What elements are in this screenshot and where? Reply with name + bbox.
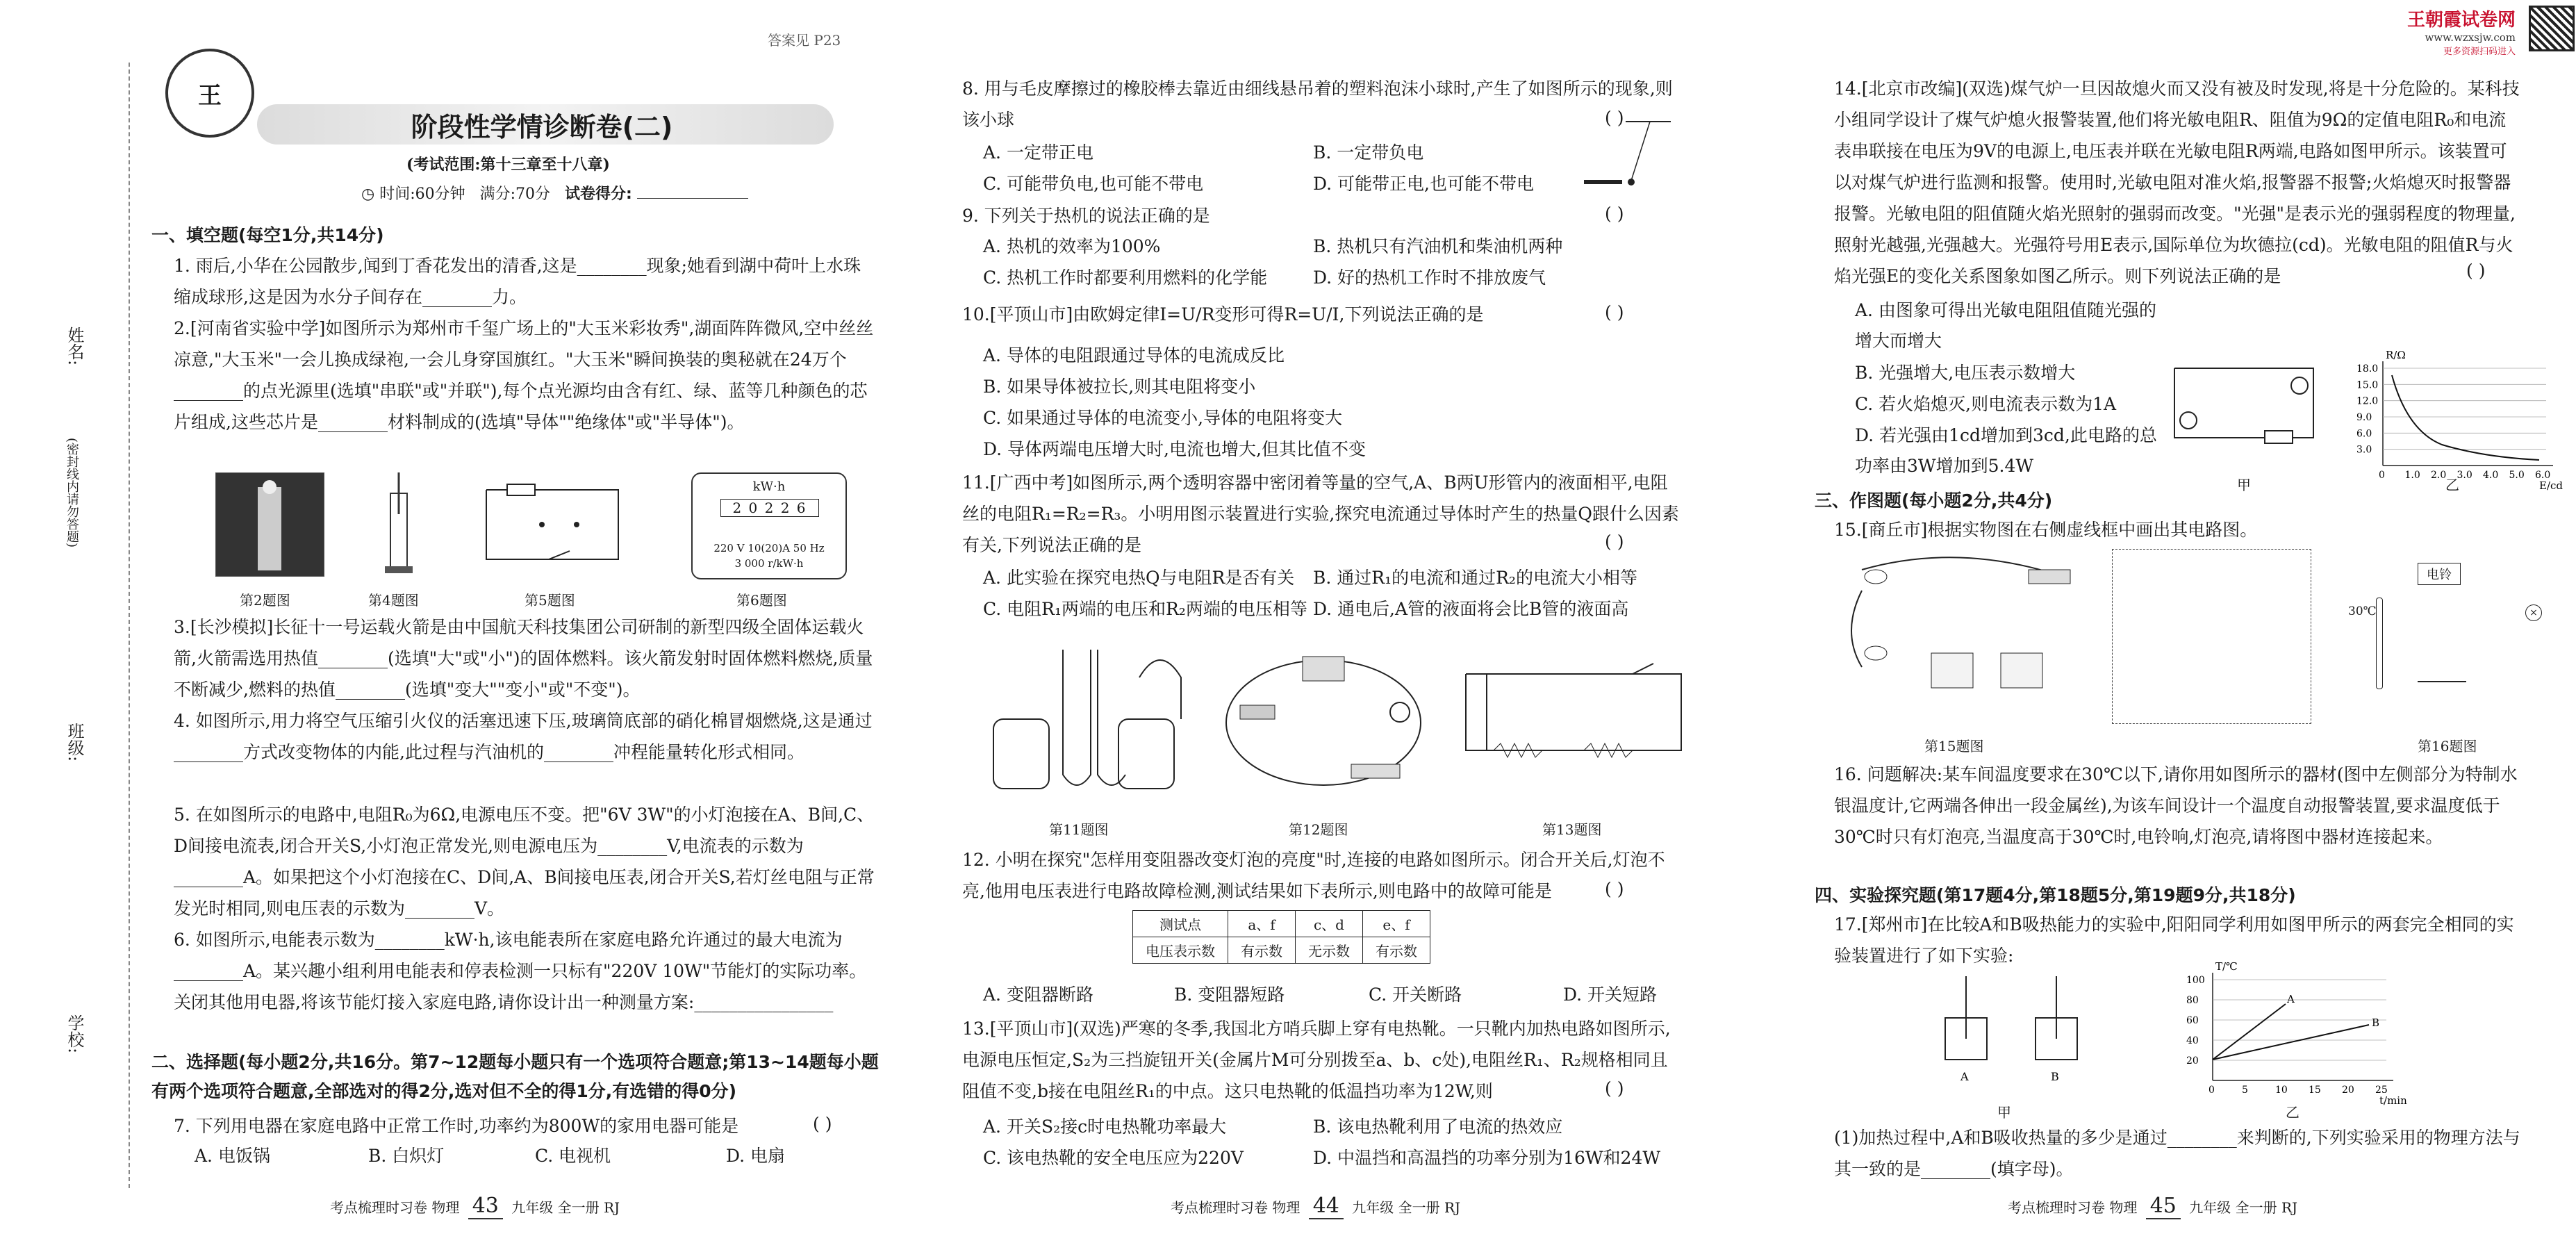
meter-rate: 3 000 r/kW·h [734, 557, 804, 570]
y-tick-label: 18.0 [2356, 363, 2379, 374]
x-axis-label: t/min [2379, 1094, 2407, 1107]
x-axis-label: E/cd [2539, 479, 2563, 492]
thermometer-icon [2376, 598, 2383, 689]
piston-icon [381, 472, 417, 575]
q11-option-d: D. 通电后,A管的液面将会比B管的液面高 [1313, 599, 1629, 619]
brand-slogan: 更多资源扫码进入 [2443, 47, 2516, 57]
caption-fig13: 第13题图 [1542, 821, 1602, 838]
q8-option-b: B. 一定带负电 [1313, 142, 1424, 163]
q11-option-c: C. 电阻R₁两端的电压和R₂两端的电压相等 [983, 599, 1307, 619]
x-tick-label: 4.0 [2483, 470, 2499, 481]
class-label: 班级: [65, 723, 84, 762]
caption-17-b: 乙 [2286, 1104, 2300, 1121]
page-44 [903, 0, 1758, 1243]
apparatus-a-label: A [1960, 1070, 1969, 1083]
seal-note: (密封线内请勿答题) [65, 438, 79, 548]
x-tick-label: 10 [2275, 1085, 2288, 1096]
question-14-stem: 14.[北京市改编](双选)煤气炉一旦因故熄火而又没有被及时发现,将是十分危险的。某科技小组同学设计了煤气炉熄火报警装置,他们将光敏电阻R、阻值为9Ω的定值电阻R₀和电流表串联接在电压为9V的电源上,电压表并联在光敏电阻R两端,电路如图甲所示。该装置可以对煤气炉进行监测和报警。使用时,光敏电阻对准火焰,报警器不报警;火焰熄灭时报警器报警。光敏电阻的阻值随火焰光照射的强弱而改变。"光强"是表示光的强弱程度的物理量,照射光越强,光强越大。光强符号用E表示,国际单位为坎德拉(cd)。光敏电阻的阻值R与火焰光强E的变化关系图象如图乙所示。则下列说法正确的是 [1834, 79, 2520, 286]
q14-option-d: D. 若光强由1cd增加到3cd,此电路的总功率由3W增加到5.4W [1855, 425, 2157, 476]
y-tick-label: 6.0 [2356, 428, 2372, 440]
question-8-stem: 8. 用与毛皮摩擦过的橡胶棒去靠近由细线悬吊着的塑料泡沫小球时,产生了如图所示的现象,则该小球 [962, 79, 1673, 130]
q9-option-c: C. 热机工作时都要利用燃料的化学能 [983, 267, 1268, 288]
question-3: 3.[长沙模拟]长征十一号运载火箭是由中国航天科技集团公司研制的新型四级全固体运载火箭,火箭需选用热值________(选填"大"或"小")的固体燃料。该火箭发射时固体燃料燃烧,质量不断减少,燃料的热值________(选填"变大""变小"或"不变")。 [174, 617, 873, 700]
lamp-icon: × [2525, 604, 2542, 621]
figure-15-circuit [1834, 549, 2098, 709]
figure-14-circuit [2161, 354, 2327, 459]
figure-17-apparatus [1938, 969, 2091, 1087]
page-45 [1758, 0, 2576, 1243]
x-tick-label: 3.0 [2457, 470, 2472, 481]
question-6: 6. 如图所示,电能表示数为________kW·h,该电能表所在家庭电路允许通过的最大电流为________A。某兴趣小组利用电能表和停表检测一只标有"220V 10W"节能灯的实际功率。关闭其他用电器,将该节能灯接入家庭电路,请你设计出一种测量方案:________________ [174, 930, 867, 1012]
q9-option-b: B. 热机只有汽油机和柴油机两种 [1313, 236, 1563, 256]
figure-6-energy-meter [691, 472, 847, 579]
footer-43: 考点梳理时习卷 物理 43 九年级 全一册 RJ [330, 1194, 620, 1218]
question-13-stem: 13.[平顶山市](双选)严寒的冬季,我国北方哨兵脚上穿有电热靴。一只靴内加热电路如图所示,电源电压恒定,S₂为三挡旋钮开关(金属片M可分别拨至a、b、c处),电阻丝R₁、R₂规格相同且阻值不变,b接在电阻丝R₁的中点。这只电热靴的低温挡功率为12W,则 [962, 1019, 1671, 1101]
q13-option-d: D. 中温挡和高温挡的功率分别为16W和24W [1313, 1148, 1661, 1168]
q10-option-d: D. 导体两端电压增大时,电流也增大,但其比值不变 [983, 439, 1366, 459]
r-curve [2392, 375, 2539, 460]
table-row: 测试点 a、f c、d e、f [1133, 911, 1430, 937]
y-tick-label: 40 [2186, 1035, 2199, 1046]
exam-meta: ◷ 时间:60分钟 满分:70分 试卷得分: [361, 182, 748, 204]
question-16: 16. 问题解决:某车间温度要求在30℃以下,请你用如图所示的器材(图中左侧部分为特制水银温度计,它两端各伸出一段金属丝),为该车间设计一个温度自动报警装置,要求温度低于30℃时只有灯泡亮,当温度高于30℃时,电铃响,灯泡亮,请将图中器材连接起来。 [1834, 764, 2518, 847]
answer-paren-7: ( ) [813, 1114, 832, 1134]
y-axis-label: R/Ω [2386, 349, 2406, 361]
caption-fig16: 第16题图 [2418, 738, 2477, 755]
x-tick-label: 6.0 [2535, 470, 2551, 481]
question-9-stem: 9. 下列关于热机的说法正确的是 [962, 206, 1210, 226]
series-a-label: A [2287, 993, 2295, 1005]
q13-option-a: A. 开关S₂接c时电热靴功率最大 [983, 1117, 1227, 1137]
x-tick-label: 25 [2375, 1085, 2388, 1096]
q8-option-c: C. 可能带负电,也可能不带电 [983, 174, 1204, 194]
figure-8-pendulum [1584, 118, 1674, 195]
series-b-label: B [2372, 1016, 2380, 1029]
x-tick-label: 20 [2342, 1085, 2354, 1096]
section-3-heading: 三、作图题(每小题2分,共4分) [1815, 491, 2053, 511]
question-1: 1. 雨后,小华在公园散步,闻到丁香花发出的清香,这是________现象;她看到湖中荷叶上水珠缩成球形,这是因为水分子间存在________力。 [174, 256, 861, 307]
answer-paren-13: ( ) [1605, 1078, 1624, 1098]
x-tick-label: 5.0 [2509, 470, 2525, 481]
question-7-stem: 7. 下列用电器在家庭电路中正常工作时,功率约为800W的家用电器可能是 [174, 1116, 739, 1136]
brand-header [2407, 6, 2516, 57]
bell-box: 电铃 [2418, 563, 2461, 585]
temp-label: 30℃ [2348, 604, 2377, 618]
school-label: 学校: [65, 1014, 84, 1054]
figure-13-circuit [1459, 653, 1688, 764]
answer-box-15[interactable] [2112, 549, 2311, 724]
q9-option-d: D. 好的热机工作时不排放废气 [1313, 267, 1546, 288]
y-tick-label: 20 [2186, 1055, 2199, 1067]
clock-icon: ◷ [361, 186, 375, 203]
caption-fig6: 第6题图 [736, 592, 787, 609]
meter-unit: kW·h [752, 479, 786, 494]
q7-option-d: D. 电扇 [726, 1146, 786, 1166]
figure-16-devices [2334, 556, 2557, 723]
figure-2-tower-photo [215, 472, 324, 577]
meter-digits: 2 0 2 2 6 [720, 499, 819, 517]
answer-paren-12: ( ) [1605, 879, 1624, 899]
tower-icon [216, 473, 324, 576]
section-2-heading: 二、选择题(每小题2分,共16分。第7~12题每小题只有一个选项符合题意;第13~14题每小题有两个选项符合题意,全部选对的得2分,选对但不全的得1分,有选错的得0分) [151, 1052, 879, 1101]
q13-option-c: C. 该电热靴的安全电压应为220V [983, 1148, 1244, 1168]
footer-45: 考点梳理时习卷 物理 45 九年级 全一册 RJ [2008, 1194, 2298, 1218]
question-2: 2.[河南省实验中学]如图所示为郑州市千玺广场上的"大玉米彩妆秀",湖面阵阵微风,空中丝丝凉意,"大玉米"一会儿换成绿袍,一会儿身穿国旗红。"大玉米"瞬间换装的奥秘就在24万个________的点光源里(选填"串联"或"并联"),每个点光源均由含有红、绿、蓝等几种颜色的芯片组成,这些芯片是________材料制成的(选填"导体""绝缘体"或"半导体")。 [174, 318, 874, 432]
q11-option-a: A. 此实验在探究电热Q与电阻R是否有关 [983, 568, 1295, 588]
question-4: 4. 如图所示,用力将空气压缩引火仪的活塞迅速下压,玻璃筒底部的硝化棉冒烟燃烧,这是通过________方式改变物体的内能,此过程与汽油机的________冲程能量转化形式相同。 [174, 711, 873, 762]
name-label: 姓名: [65, 327, 84, 366]
q14-option-a: A. 由图象可得出光敏电阻阻值随光强的增大而增大 [1855, 300, 2156, 351]
caption-17-a: 甲 [1997, 1104, 2011, 1121]
x-tick-label: 15 [2309, 1085, 2321, 1096]
answer-ref: 答案见 P23 [768, 32, 841, 49]
answer-paren-9: ( ) [1605, 204, 1624, 224]
x-tick-label: 0 [2379, 470, 2385, 481]
q13-option-b: B. 该电热靴利用了电流的热效应 [1313, 1117, 1563, 1137]
q12-option-d: D. 开关短路 [1563, 985, 1658, 1005]
x-tick-label: 2.0 [2431, 470, 2447, 481]
x-tick-label: 5 [2242, 1085, 2248, 1096]
figure-11-apparatus [980, 636, 1195, 802]
q14-option-c: C. 若火焰熄灭,则电流表示数为1A [1855, 394, 2117, 414]
question-5: 5. 在如图所示的电路中,电阻R₀为6Ω,电源电压不变。把"6V 3W"的小灯泡接在A、B间,C、D间接电流表,闭合开关S,小灯泡正常发光,则电源电压为________V,电流表的示数为________A。如果把这个小灯泡接在C、D间,A、B间接电压表,闭合开关S,若灯丝电阻与正常发光时相同,则电压表的示数为________V。 [174, 805, 875, 919]
question-11-stem: 11.[广西中考]如图所示,两个透明容器中密闭着等量的空气,A、B两U形管内的液面相平,电阻丝的电阻R₁=R₂=R₃。小明用图示装置进行实验,探究电流通过导体时产生的热量Q跟什么因素有关,下列说法正确的是 [962, 472, 1679, 555]
brand-name: 王朝霞试卷网 [2407, 10, 2516, 31]
y-tick-label: 100 [2186, 975, 2205, 986]
brand-url: www.wzxsjw.com [2425, 31, 2516, 44]
answer-paren-10: ( ) [1605, 302, 1624, 322]
section-4-heading: 四、实验探究题(第17题4分,第18题5分,第19题9分,共18分) [1815, 885, 2296, 905]
caption-fig12: 第12题图 [1289, 821, 1348, 838]
caption-14-a: 甲 [2237, 477, 2251, 493]
battery-icon [2418, 681, 2466, 682]
q12-option-a: A. 变阻器断路 [983, 985, 1093, 1005]
q12-option-b: B. 变阻器短路 [1174, 985, 1285, 1005]
apparatus-b-label: B [2051, 1070, 2059, 1083]
brand-logo: 王 [165, 49, 254, 138]
q8-option-a: A. 一定带正电 [983, 142, 1093, 163]
question-17-part-1: (1)加热过程中,A和B吸收热量的多少是通过________来判断的,下列实验采用的物理方法与其一致的是________(填字母)。 [1834, 1128, 2520, 1179]
score-field[interactable] [637, 198, 748, 199]
figure-14-chart [2352, 347, 2563, 492]
answer-paren-8: ( ) [1605, 108, 1624, 128]
question-15: 15.[商丘市]根据实物图在右侧虚线框中画出其电路图。 [1834, 520, 2258, 540]
caption-fig2: 第2题图 [240, 592, 290, 609]
figure-12-circuit [1219, 650, 1428, 796]
q10-option-c: C. 如果通过导体的电流变小,导体的电阻将变大 [983, 408, 1343, 428]
x-tick-label: 1.0 [2404, 470, 2420, 481]
question-17: 17.[郑州市]在比较A和B吸热能力的实验中,阳阳同学利用如图甲所示的两套完全相同的实验装置进行了如下实验: [1834, 914, 2514, 966]
q10-option-a: A. 导体的电阻跟通过导体的电流成反比 [983, 345, 1285, 365]
y-tick-label: 15.0 [2356, 379, 2379, 391]
q8-option-d: D. 可能带正电,也可能不带电 [1313, 174, 1534, 194]
q11-option-b: B. 通过R₁的电流和通过R₂的电流大小相等 [1313, 568, 1637, 588]
caption-fig11: 第11题图 [1049, 821, 1109, 838]
question-10-stem: 10.[平顶山市]由欧姆定律I=U/R变形可得R=U/I,下列说法正确的是 [962, 304, 1484, 324]
y-tick-label: 9.0 [2356, 412, 2372, 423]
page-43 [0, 0, 903, 1243]
binding-line [129, 63, 130, 1188]
y-tick-label: 80 [2186, 995, 2199, 1006]
page-title: 阶段性学情诊断卷(二) [411, 112, 673, 142]
x-tick-label: 0 [2208, 1085, 2215, 1096]
table-12 [1132, 910, 1430, 964]
q10-option-b: B. 如果导体被拉长,则其电阻将变小 [983, 377, 1256, 397]
figure-4-piston [381, 472, 417, 575]
y-tick-label: 3.0 [2356, 444, 2372, 456]
y-tick-label: 60 [2186, 1015, 2199, 1026]
exam-scope: (考试范围:第十三章至十八章) [406, 156, 610, 174]
qr-code-icon [2529, 6, 2575, 51]
q7-option-c: C. 电视机 [535, 1146, 611, 1166]
answer-paren-11: ( ) [1605, 532, 1624, 552]
q14-option-b: B. 光强增大,电压表示数增大 [1855, 363, 2076, 383]
y-axis-label: T/℃ [2215, 960, 2238, 973]
table-row: 电压表示数 有示数 无示数 有示数 [1133, 937, 1430, 964]
circuit-icon [459, 476, 639, 570]
meter-spec: 220 V 10(20)A 50 Hz [713, 542, 825, 554]
q12-option-c: C. 开关断路 [1369, 985, 1462, 1005]
section-1-heading: 一、填空题(每空1分,共14分) [151, 225, 384, 245]
figure-17-chart [2181, 960, 2407, 1108]
answer-paren-14: ( ) [2466, 261, 2486, 281]
figure-5-circuit [459, 476, 639, 570]
y-tick-label: 12.0 [2356, 395, 2379, 407]
caption-14-b: 乙 [2445, 477, 2459, 493]
q7-option-b: B. 白炽灯 [368, 1146, 445, 1166]
caption-fig15: 第15题图 [1924, 738, 1984, 755]
caption-fig5: 第5题图 [525, 592, 575, 609]
question-12-stem: 12. 小明在探究"怎样用变阻器改变灯泡的亮度"时,连接的电路如图所示。闭合开关后,灯泡不亮,他用电压表进行电路故障检测,测试结果如下表所示,则电路中的故障可能是 [962, 850, 1665, 901]
q7-option-a: A. 电饭锅 [195, 1146, 270, 1166]
q9-option-a: A. 热机的效率为100% [983, 236, 1161, 256]
caption-fig4: 第4题图 [368, 592, 419, 609]
footer-44: 考点梳理时习卷 物理 44 九年级 全一册 RJ [1171, 1194, 1461, 1218]
